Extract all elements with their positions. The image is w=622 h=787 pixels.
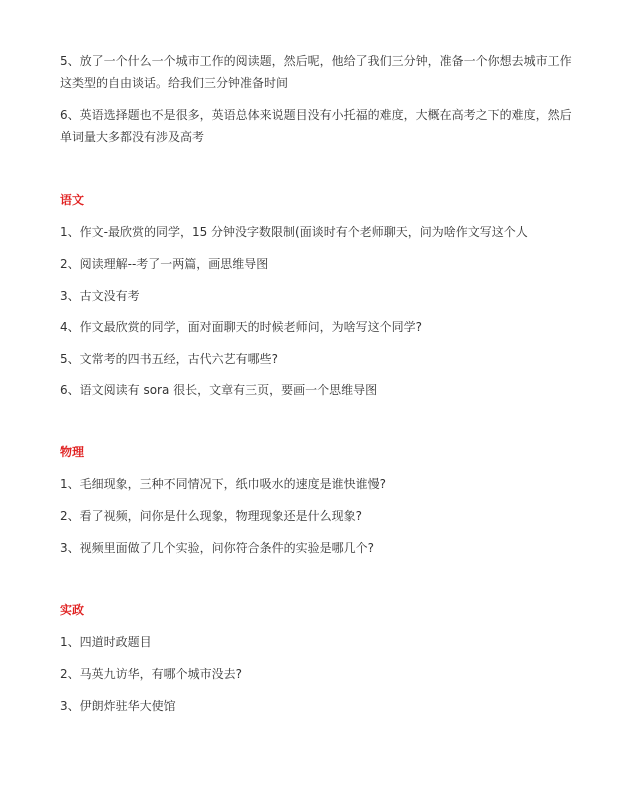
list-item: 6、语文阅读有 sora 很长，文章有三页，要画一个思维导图 <box>60 383 378 397</box>
intro-paragraph-5 <box>60 50 600 94</box>
list-item: 3、视频里面做了几个实验，问你符合条件的实验是哪几个? <box>60 541 375 555</box>
list-item: 1、四道时政题目 <box>60 635 152 649</box>
list-item: 2、看了视频，问你是什么现象，物理现象还是什么现象? <box>60 509 363 523</box>
intro-paragraph-6 <box>60 104 600 148</box>
list-item: 1、作文-最欣赏的同学，15 分钟没字数限制(面谈时有个老师聊天，问为啥作文写这个人 <box>60 225 528 239</box>
paragraph-line: 6、英语选择题也不是很多，英语总体来说题目没有小托福的难度，大概在高考之下的难度，然后 <box>60 108 572 122</box>
section-current-affairs <box>60 602 600 618</box>
section-heading: 语文 <box>60 193 85 207</box>
list-item: 4、作文最欣赏的同学，面对面聊天的时候老师问，为啥写这个同学? <box>60 320 423 334</box>
list-item: 2、阅读理解--考了一两篇，画思维导图 <box>60 257 269 271</box>
list-item: 3、伊朗炸驻华大使馆 <box>60 699 176 713</box>
list-item: 5、文常考的四书五经，古代六艺有哪些? <box>60 352 279 366</box>
section-heading: 物理 <box>60 445 85 459</box>
paragraph-line: 单词量大多都没有涉及高考 <box>60 130 205 144</box>
list-item: 1、毛细现象，三种不同情况下，纸巾吸水的速度是谁快谁慢? <box>60 477 387 491</box>
section-physics <box>60 444 600 460</box>
paragraph-line: 这类型的自由谈话。给我们三分钟准备时间 <box>60 76 289 90</box>
list-item: 3、古文没有考 <box>60 289 140 303</box>
paragraph-line: 5、放了一个什么一个城市工作的阅读题，然后呢，他给了我们三分钟，准备一个你想去城市工作 <box>60 54 572 68</box>
section-heading: 实政 <box>60 603 85 617</box>
list-item: 2、马英九访华，有哪个城市没去? <box>60 667 243 681</box>
section-chinese <box>60 192 600 208</box>
